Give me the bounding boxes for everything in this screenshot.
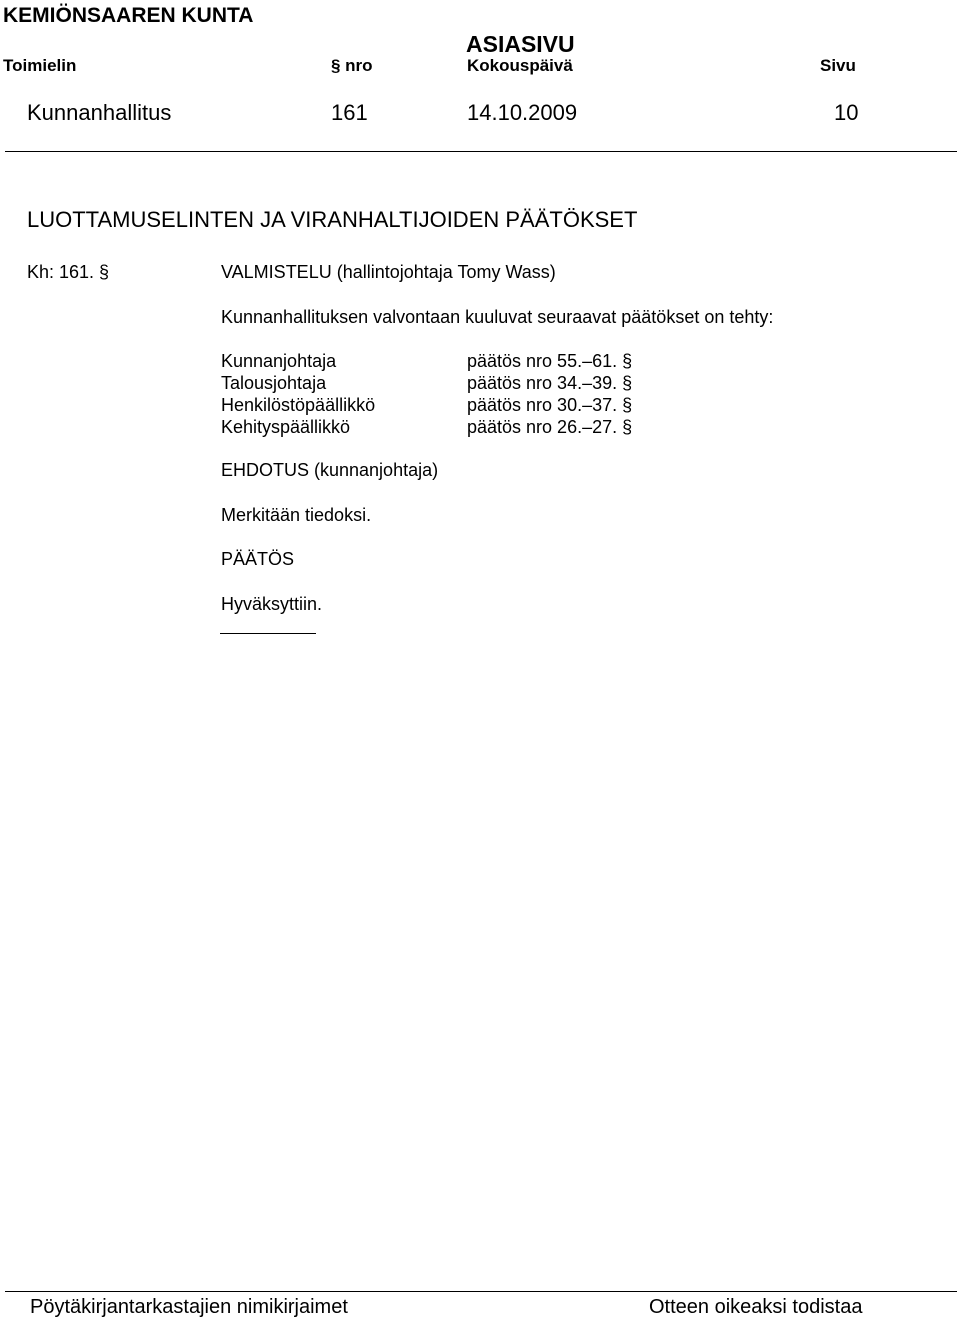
proposal-text: Merkitään tiedoksi. xyxy=(221,505,372,525)
intro-text: Kunnanhallituksen valvontaan kuuluvat seuraavat päätökset on tehty: xyxy=(221,307,774,327)
label-date: Kokouspäivä xyxy=(467,56,573,75)
decision-official: Kunnanjohtaja xyxy=(221,351,337,371)
section-id: Kh: 161. § xyxy=(27,262,110,282)
decision-ref: päätös nro 26.–27. § xyxy=(467,417,633,437)
value-page: 10 xyxy=(834,100,859,125)
value-date: 14.10.2009 xyxy=(467,100,578,125)
footer-certification-label: Otteen oikeaksi todistaa xyxy=(649,1296,863,1318)
header-divider xyxy=(5,151,957,152)
label-page: Sivu xyxy=(820,56,856,75)
organization-name: KEMIÖNSAAREN KUNTA xyxy=(3,4,254,27)
proposal-heading: EHDOTUS (kunnanjohtaja) xyxy=(221,460,439,480)
decision-official: Kehityspäällikkö xyxy=(221,417,351,437)
decision-text: Hyväksyttiin. xyxy=(221,594,323,614)
preparation-heading: VALMISTELU (hallintojohtaja Tomy Wass) xyxy=(221,262,556,282)
footer-initials-label: Pöytäkirjantarkastajien nimikirjaimet xyxy=(30,1296,348,1318)
decision-official: Henkilöstöpäällikkö xyxy=(221,395,376,415)
label-body: Toimielin xyxy=(3,56,77,75)
label-number: § nro xyxy=(331,56,373,75)
decision-ref: päätös nro 34.–39. § xyxy=(467,373,633,393)
section-heading: LUOTTAMUSELINTEN JA VIRANHALTIJOIDEN PÄÄTÖKSET xyxy=(27,207,638,232)
value-body: Kunnanhallitus xyxy=(27,100,172,125)
footer-divider xyxy=(5,1291,957,1292)
decision-official: Talousjohtaja xyxy=(221,373,327,393)
decision-heading: PÄÄTÖS xyxy=(221,549,295,569)
end-rule xyxy=(220,633,316,634)
decision-ref: päätös nro 55.–61. § xyxy=(467,351,633,371)
decision-ref: päätös nro 30.–37. § xyxy=(467,395,633,415)
value-number: 161 xyxy=(331,100,368,125)
document-type: ASIASIVU xyxy=(466,31,575,57)
